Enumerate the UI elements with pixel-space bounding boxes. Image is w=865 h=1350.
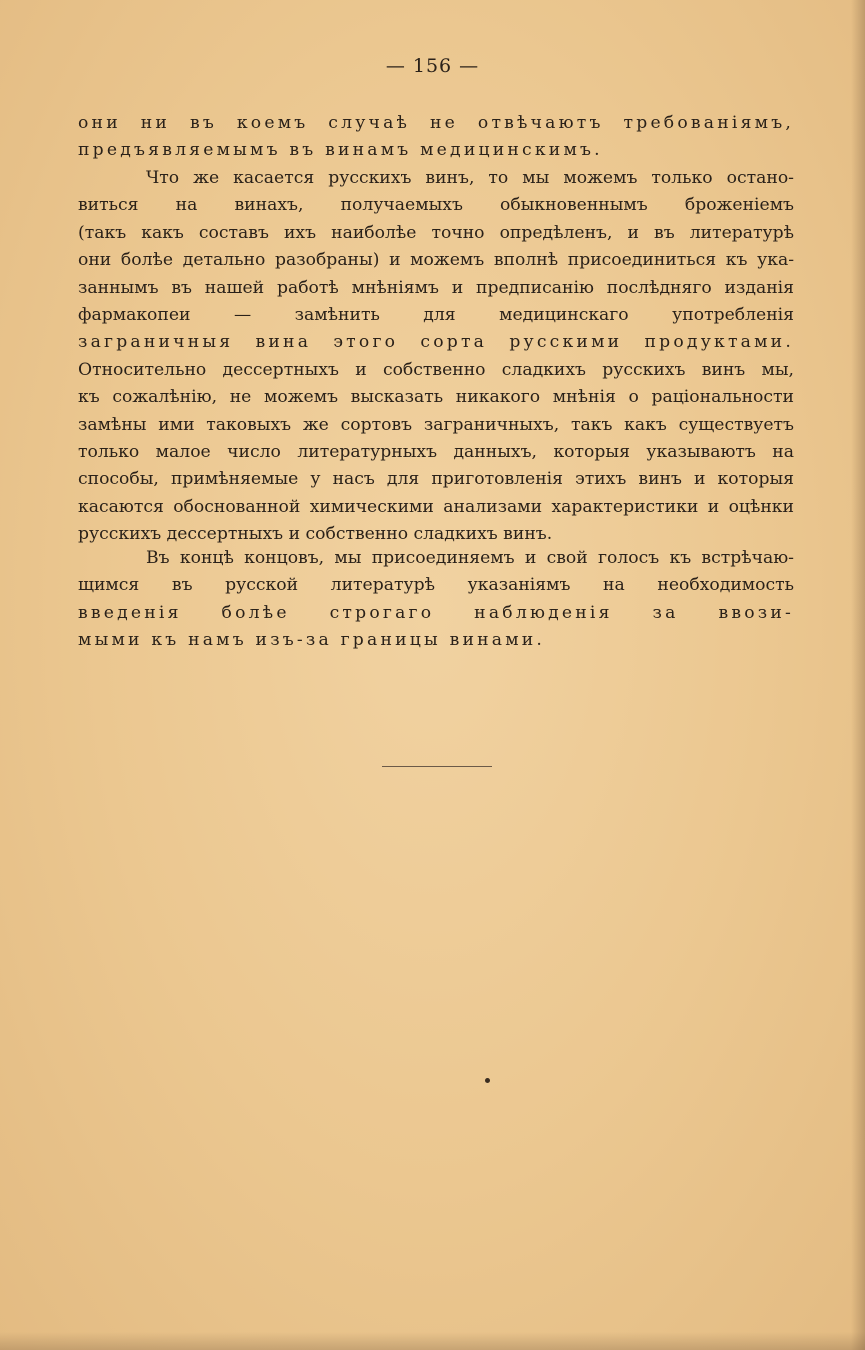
text-line: (такъ какъ составъ ихъ наиболѣе точно опредѣленъ, и въ литературѣ bbox=[78, 222, 794, 243]
page-number: — 156 — bbox=[385, 55, 480, 77]
text-line: щимся въ русской литературѣ указаніямъ на необходимость bbox=[78, 575, 794, 596]
text-line: русскихъ дессертныхъ и собственно сладкихъ винъ. bbox=[78, 524, 553, 545]
text-line: только малое число литературныхъ данныхъ, которыя указываютъ на bbox=[78, 442, 794, 463]
text-line: они ни въ коемъ случаѣ не отвѣчаютъ требованіямъ, bbox=[78, 113, 794, 133]
ink-speck bbox=[485, 1078, 490, 1083]
text-line: введенія болѣе строгаго наблюденія за ввози- bbox=[78, 602, 794, 623]
text-line: они болѣе детально разобраны) и можемъ вполнѣ присоединиться къ ука- bbox=[78, 250, 794, 271]
page-edge-shadow bbox=[851, 0, 865, 1350]
text-line: Въ концѣ концовъ, мы присоединяемъ и свой голосъ къ встрѣчаю- bbox=[146, 548, 794, 568]
text-line: Что же касается русскихъ винъ, то мы можемъ только остано- bbox=[146, 168, 794, 188]
text-line: къ сожалѣнію, не можемъ высказать никакого мнѣнія о раціональности bbox=[78, 387, 794, 408]
text-line: Относительно дессертныхъ и собственно сладкихъ русскихъ винъ мы, bbox=[78, 359, 794, 380]
text-line: заграничныя вина этого сорта русскими продуктами. bbox=[78, 332, 794, 353]
text-line: фармакопеи — замѣнить для медицинскаго употребленія bbox=[78, 305, 794, 326]
page-edge-shadow bbox=[0, 1332, 865, 1350]
paragraph-2 bbox=[78, 165, 794, 549]
text-line: мыми къ намъ изъ-за границы винами. bbox=[78, 630, 546, 651]
text-line: виться на винахъ, получаемыхъ обыкновеннымъ броженіемъ bbox=[78, 195, 794, 216]
text-line: замѣны ими таковыхъ же сортовъ заграничныхъ, такъ какъ существуетъ bbox=[78, 414, 794, 435]
text-line: предъявляемымъ въ винамъ медицинскимъ. bbox=[78, 140, 603, 161]
paragraph-3 bbox=[78, 545, 794, 655]
text-line: заннымъ въ нашей работѣ мнѣніямъ и предписанію послѣдняго изданія bbox=[78, 277, 794, 298]
text-line: способы, примѣняемые у насъ для приготовленія этихъ винъ и которыя bbox=[78, 469, 794, 490]
paragraph-1 bbox=[78, 110, 794, 165]
text-line: касаются обоснованной химическими анализами характеристики и оцѣнки bbox=[78, 496, 794, 517]
end-rule bbox=[382, 766, 492, 767]
